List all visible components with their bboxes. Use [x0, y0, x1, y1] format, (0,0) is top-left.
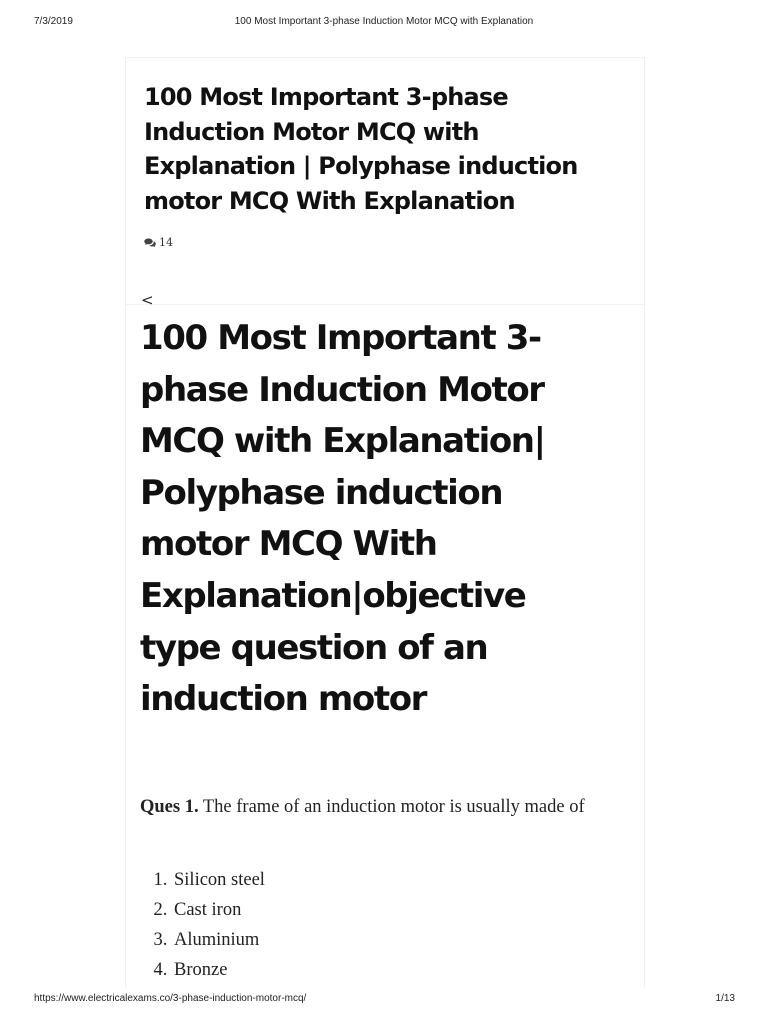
list-item: 3. Aluminium: [172, 925, 265, 955]
print-header: [0, 16, 768, 32]
page-number: 1/13: [715, 993, 735, 1004]
question-number: Ques 1.: [140, 797, 199, 817]
question-text: The frame of an induction motor is usually made of: [198, 797, 585, 817]
print-footer: [0, 993, 768, 1009]
comments-link[interactable]: [144, 236, 173, 249]
post-body: [126, 291, 644, 989]
back-chevron-icon[interactable]: <: [141, 291, 154, 309]
post-title: 100 Most Important 3-phase Induction Motor MCQ with Explanation | Polyphase induction motor MCQ With Explanation: [144, 83, 578, 215]
question-1: [140, 795, 630, 820]
print-document-title: 100 Most Important 3-phase Induction Motor MCQ with Explanation: [234, 16, 534, 27]
print-url: https://www.electricalexams.co/3-phase-induction-motor-mcq/: [34, 993, 307, 1004]
comments-icon: [144, 238, 156, 248]
list-item: 2. Cast iron: [172, 895, 265, 925]
article-card: [125, 57, 645, 987]
list-item: 1. Silicon steel: [172, 865, 265, 895]
answer-options: [140, 865, 265, 985]
post-header: [126, 58, 644, 304]
article-heading: 100 Most Important 3-phase Induction Motor MCQ with Explanation| Polyphase induction motor MCQ With Explanation|objective type question of an induction motor: [140, 318, 545, 720]
list-item: 4. Bronze: [172, 955, 265, 985]
print-date: 7/3/2019: [34, 16, 73, 27]
comment-count: 14: [159, 236, 173, 249]
